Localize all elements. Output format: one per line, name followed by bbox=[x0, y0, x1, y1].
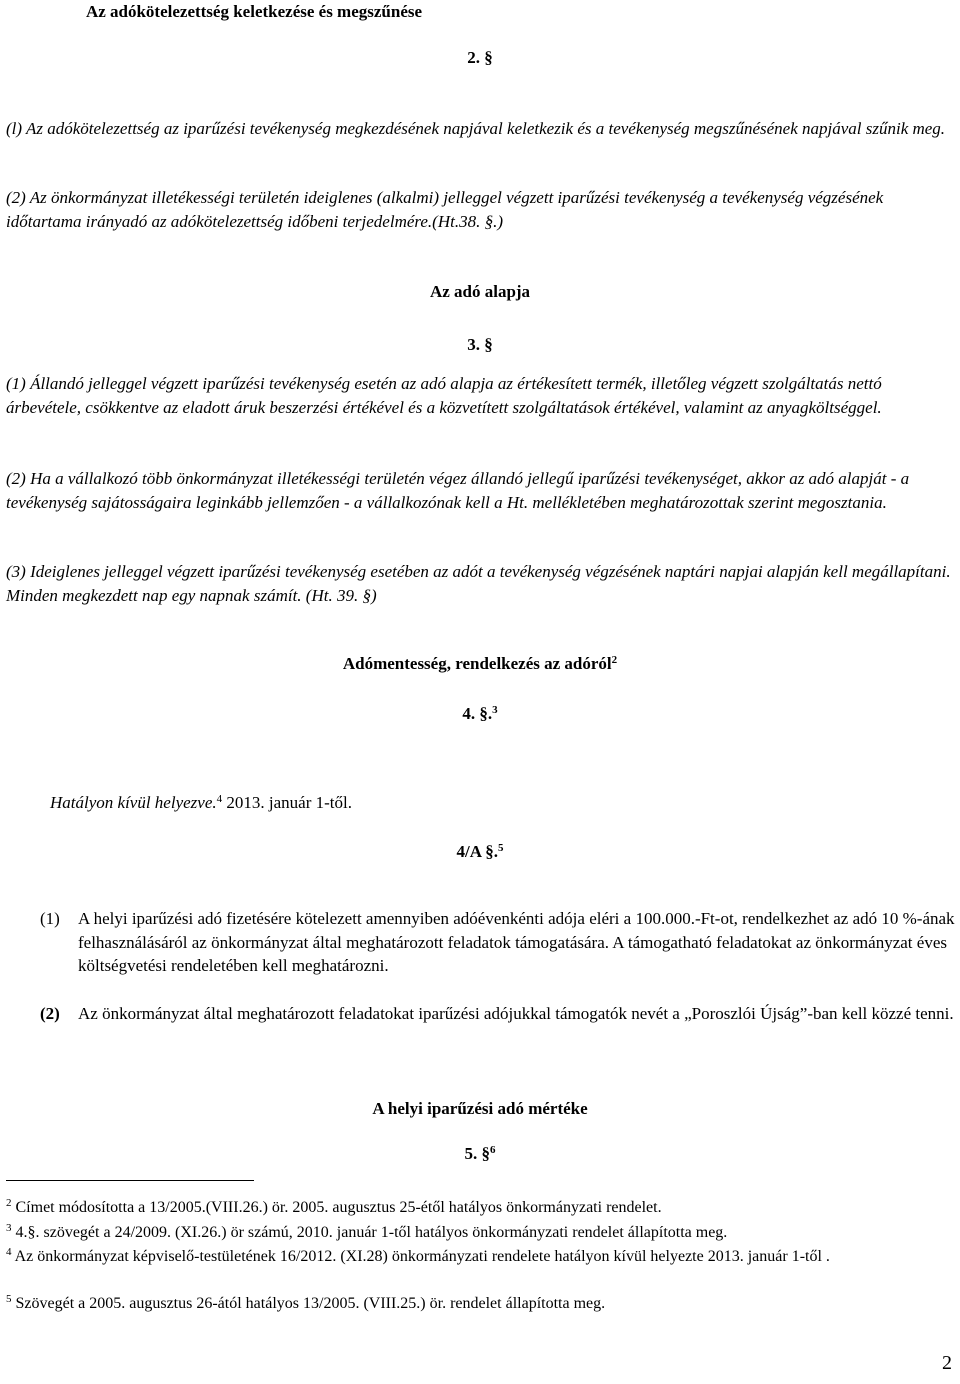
heading-exemption bbox=[0, 652, 960, 676]
footnote-ref-6: 6 bbox=[490, 1144, 496, 1156]
footnote-number: 5 bbox=[6, 1293, 12, 1305]
list-text: A helyi iparűzési adó fizetésére kötelezett amennyiben adóévenkénti adója eléri a 100.000.-Ft-ot, rendelkezhet az adó 10 %-ának felhasználásáról az önkormányzat által meghatározott feladatok támogatására. A támogatható feladatokat az önkormányzat éves költségvetési rendeletében kell meghatározni. bbox=[78, 909, 955, 975]
footnote-5 bbox=[6, 1293, 956, 1315]
list-text: Az önkormányzat által meghatározott feladatokat iparűzési adójukkal támogatók nevét a „Poroszlói Újság”-ban kell közzé tenni. bbox=[78, 1004, 954, 1023]
footnote-number: 3 bbox=[6, 1222, 12, 1234]
paragraph-2-1: (l) Az adókötelezettség az iparűzési tevékenység megkezdésének napjával keletkezik és a tevékenység megszűnésének napjával szűnik meg. bbox=[6, 119, 946, 138]
section-number-4 bbox=[0, 702, 960, 726]
footnote-ref-3: 3 bbox=[492, 704, 498, 716]
heading-tax-base: Az adó alapja bbox=[429, 282, 531, 301]
footnote-number: 2 bbox=[6, 1197, 12, 1209]
section-number-4-text: 4. §. bbox=[462, 704, 493, 723]
list-item-4a-1 bbox=[40, 907, 955, 978]
section-number-3: 3. § bbox=[467, 335, 493, 354]
list-number: (2) bbox=[40, 1004, 60, 1023]
footnote-4 bbox=[6, 1246, 956, 1268]
page-number: 2 bbox=[942, 1352, 952, 1374]
footnote-ref-2: 2 bbox=[611, 654, 618, 666]
section-number-5 bbox=[0, 1142, 960, 1166]
footnote-text: Címet módosította a 13/2005.(VIII.26.) ör. 2005. augusztus 25-étől hatályos önkormányzati rendelet. bbox=[15, 1199, 662, 1216]
paragraph-3-2: (2) Ha a vállalkozó több önkormányzat illetékességi területén végez állandó jellegű iparűzési tevékenységet, akkor az adó alapját - a tevékenység sajátosságaira leginkább jellemzően - a vállalkozónak kell a Ht. mellékletében meghatározottak szerint megosztania. bbox=[6, 469, 910, 512]
section-heading bbox=[0, 0, 960, 24]
footnote-text: Az önkormányzat képviselő-testületének 16/2012. (XI.28) önkormányzati rendelete hatályon kívül helyezte 2013. január 1-től . bbox=[14, 1248, 830, 1265]
footnote-2 bbox=[6, 1197, 956, 1219]
paragraph-4-repealed bbox=[50, 791, 352, 815]
section-number-4a bbox=[0, 840, 960, 864]
heading-exemption-text: Adómentesség, rendelkezés az adóról bbox=[342, 654, 612, 673]
footnote-ref-4: 4 bbox=[216, 793, 223, 805]
repealed-date: 2013. január 1-től. bbox=[226, 793, 352, 812]
section-number-4a-text: 4/A §. bbox=[456, 842, 499, 861]
heading-tax-rate: A helyi iparűzési adó mértéke bbox=[372, 1099, 588, 1118]
footnote-separator bbox=[6, 1180, 254, 1181]
section-number-2: 2. § bbox=[467, 48, 493, 67]
heading-text: Az adókötelezettség keletkezése és megszűnése bbox=[85, 2, 423, 21]
footnote-number: 4 bbox=[6, 1246, 12, 1258]
paragraph-3-3: (3) Ideiglenes jelleggel végzett iparűzési tevékenység esetében az adót a tevékenység végzésének naptári napjai alapján kell megállapítani. Minden megkezdett nap egy napnak számít. (Ht. 39. §) bbox=[6, 562, 951, 605]
list-number: (1) bbox=[40, 909, 60, 928]
list-item-4a-2 bbox=[40, 1002, 955, 1026]
footnote-ref-5: 5 bbox=[498, 842, 504, 854]
footnote-text: 4.§. szövegét a 24/2009. (XI.26.) ör számú, 2010. január 1-től hatályos önkormányzati rendelet állapította meg. bbox=[15, 1224, 728, 1241]
paragraph-3-1: (1) Állandó jelleggel végzett iparűzési tevékenység esetén az adó alapja az értékesített termék, illetőleg végzett szolgáltatás nettó árbevétele, csökkentve az eladott áruk beszerzési értékével és a közvetített szolgáltatások értékével, valamint az anyagköltséggel. bbox=[6, 374, 882, 417]
repealed-text: Hatályon kívül helyezve. bbox=[50, 793, 217, 812]
section-number-5-text: 5. § bbox=[464, 1144, 490, 1163]
footnote-text: Szövegét a 2005. augusztus 26-ától hatályos 13/2005. (VIII.25.) ör. rendelet állapította meg. bbox=[15, 1295, 606, 1312]
footnote-3 bbox=[6, 1222, 956, 1244]
paragraph-2-2: (2) Az önkormányzat illetékességi területén ideiglenes (alkalmi) jelleggel végzett iparűzési tevékenység a tevékenység végzésének időtartama irányadó az adókötelezettség időbeni terjedelmére.(Ht.38. §.) bbox=[6, 188, 884, 231]
